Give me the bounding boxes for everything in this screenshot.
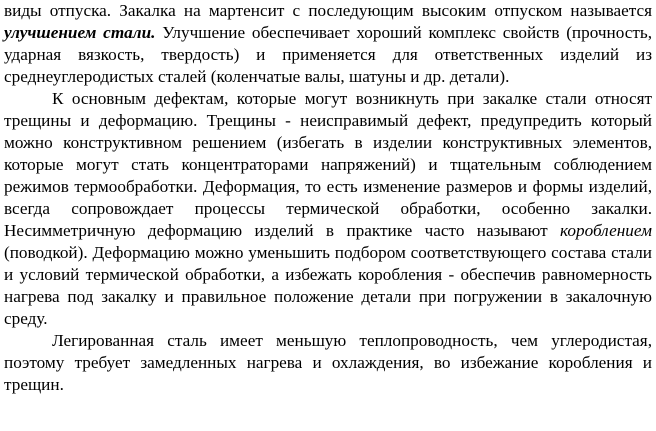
paragraph-2-text-2: (поводкой). Деформацию можно уменьшить подбором соответствующего состава стали и условий термической обработки, а избежать коробления - обеспечив равномерность нагрева под закалку и правильное положение детали при погружении в закалочную среду.	[4, 243, 652, 328]
paragraph-quench-defects	[4, 88, 652, 330]
term-steel-improvement: улучшением стали.	[4, 23, 156, 42]
paragraph-1-text-2: Улучшение обеспечивает хороший комплекс свойств (прочность, ударная вязкость, твердость) и применяется для ответственных изделий из среднеуглеродистых сталей (коленчатые валы, шатуны и др. детали).	[4, 23, 652, 86]
paragraph-1-text-1: виды отпуска. Закалка на мартенсит с последующим высоким отпуском называется	[4, 1, 652, 20]
term-warping: короблением	[560, 221, 652, 240]
paragraph-3-text-1: Легированная сталь имеет меньшую теплопроводность, чем углеродистая, поэтому требует замедленных нагрева и охлаждения, во избежание коробления и трещин.	[4, 331, 652, 394]
paragraph-2-text-1: К основным дефектам, которые могут возникнуть при закалке стали относят трещины и деформацию. Трещины - неисправимый дефект, предупредить который можно конструктивном решением (избегать в изделии конструктивных элементов, которые могут стать концентраторами напряжений) и тщательным соблюдением режимов термообработки. Деформация, то есть изменение размеров и формы изделий, всегда сопровождает процессы термической обработки, особенно закалки. Несимметричную деформацию изделий в практике часто называют	[4, 89, 652, 240]
paragraph-steel-improvement	[4, 0, 652, 88]
paragraph-alloy-steel	[4, 330, 652, 396]
